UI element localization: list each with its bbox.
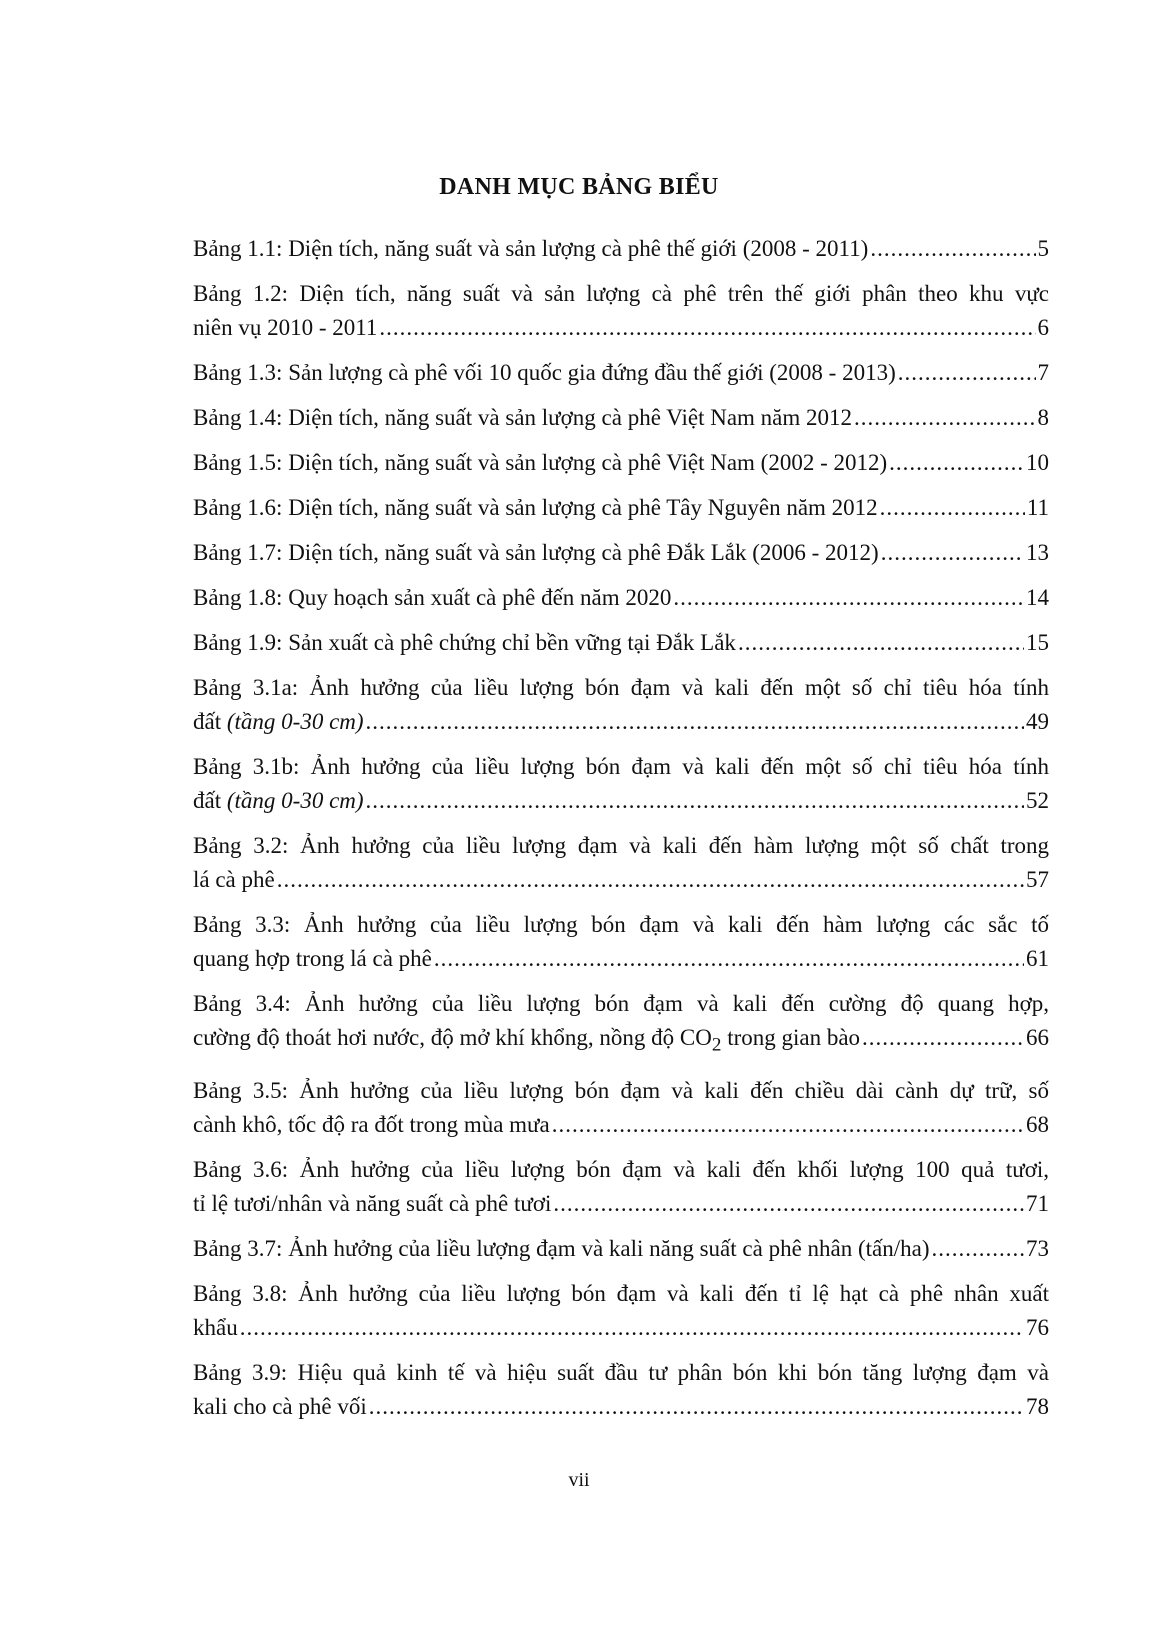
toc-entry-line — [193, 311, 1049, 345]
toc-entry[interactable] — [193, 446, 1049, 480]
toc-entry-caption-main: đất — [193, 709, 222, 734]
toc-page-number: 11 — [1026, 495, 1049, 520]
toc-entry-caption-main: Bảng 1.5: Diện tích, năng suất và sản lượng cà phê Việt Nam (2002 - 2012) — [193, 450, 888, 475]
toc-entry-caption — [193, 491, 878, 525]
toc-entry-text: Bảng 3.4: Ảnh hưởng của liều lượng bón đạm và kali đến cường độ quang hợp, — [193, 991, 1049, 1016]
toc-leader-dots — [854, 401, 1035, 435]
toc-entry-line — [193, 446, 1049, 480]
toc-leader-dots — [434, 942, 1024, 976]
toc-page-number: 73 — [1026, 1235, 1049, 1261]
toc-entry-caption-italic: (tầng 0-30 cm) — [226, 709, 364, 734]
toc-page-number: 5 — [1037, 236, 1049, 261]
toc-entry-caption — [193, 942, 432, 976]
toc-entry-line — [193, 581, 1049, 615]
toc-entry[interactable] — [193, 356, 1049, 390]
toc-page-number: 66 — [1026, 1025, 1049, 1050]
toc-page-number: 78 — [1026, 1393, 1049, 1419]
toc-entry-line — [193, 491, 1049, 525]
toc-entry-caption-main: Bảng 1.6: Diện tích, năng suất và sản lượng cà phê Tây Nguyên năm 2012 — [193, 495, 878, 520]
toc-page-number: 76 — [1026, 1314, 1049, 1340]
toc-entry[interactable] — [193, 1232, 1049, 1266]
toc-entry[interactable] — [193, 491, 1049, 525]
toc-entry-text: Bảng 3.9: Hiệu quả kinh tế và hiệu suất đầu tư phân bón khi bón tăng lượng đạm và — [193, 1359, 1049, 1385]
toc-leader-dots — [366, 784, 1024, 818]
toc-entry[interactable] — [193, 1074, 1049, 1142]
toc-entry-caption-main: Bảng 1.4: Diện tích, năng suất và sản lượng cà phê Việt Nam năm 2012 — [193, 405, 853, 430]
toc-entry-caption — [193, 401, 852, 435]
toc-entry-text: Bảng 3.1a: Ảnh hưởng của liều lượng bón đạm và kali đến một số chỉ tiêu hóa tính — [193, 675, 1049, 700]
toc-leader-dots — [738, 626, 1024, 660]
toc-entry[interactable] — [193, 987, 1049, 1063]
toc-entry-line — [193, 705, 1049, 739]
toc-entry-caption-main: tỉ lệ tươi/nhân và năng suất cà phê tươi — [193, 1190, 552, 1216]
toc-entry[interactable] — [193, 581, 1049, 615]
toc-entry[interactable] — [193, 908, 1049, 976]
toc-entry-caption — [193, 232, 868, 266]
toc-entry-caption-main: Bảng 1.7: Diện tích, năng suất và sản lượng cà phê Đắk Lắk (2006 - 2012) — [193, 540, 879, 565]
toc-page-number: 13 — [1026, 540, 1049, 565]
toc-entry-caption — [193, 311, 377, 345]
toc-page-number: 15 — [1026, 630, 1049, 655]
toc-leader-dots — [379, 311, 1035, 345]
toc-entry-caption-main: cường độ thoát hơi nước, độ mở khí khổng, nồng độ CO — [193, 1025, 712, 1050]
toc-entry-caption — [193, 1232, 930, 1266]
toc-entry-line — [193, 1021, 1049, 1063]
table-of-contents — [193, 232, 1049, 1435]
toc-entry-caption — [193, 863, 275, 897]
toc-leader-dots — [366, 705, 1024, 739]
toc-entry-caption-main: đất — [193, 788, 222, 813]
toc-leader-dots — [552, 1108, 1024, 1142]
toc-entry-line — [193, 232, 1049, 266]
toc-leader-dots — [369, 1390, 1024, 1424]
toc-entry[interactable] — [193, 1356, 1049, 1424]
toc-entry[interactable] — [193, 1153, 1049, 1221]
toc-page-number: 61 — [1026, 946, 1049, 971]
toc-entry-line — [193, 536, 1049, 570]
toc-page-number: 7 — [1037, 360, 1049, 385]
toc-entry-line — [193, 942, 1049, 976]
toc-entry-caption-main: Bảng 3.7: Ảnh hưởng của liều lượng đạm và kali năng suất cà phê nhân (tấn/ha) — [193, 1235, 930, 1261]
toc-entry[interactable] — [193, 536, 1049, 570]
toc-entry[interactable] — [193, 626, 1049, 660]
toc-entry-caption — [193, 784, 364, 818]
toc-entry-caption — [193, 536, 879, 570]
toc-entry-text: Bảng 3.1b: Ảnh hưởng của liều lượng bón đạm và kali đến một số chỉ tiêu hóa tính — [193, 754, 1049, 779]
toc-entry-caption — [193, 1187, 551, 1221]
toc-entry-caption — [193, 1311, 238, 1345]
toc-entry-caption-italic: (tầng 0-30 cm) — [226, 788, 364, 813]
toc-entry-caption-main: kali cho cà phê vối — [193, 1393, 367, 1419]
toc-entry-caption-main: cành khô, tốc độ ra đốt trong mùa mưa — [193, 1111, 550, 1137]
toc-leader-dots — [553, 1187, 1024, 1221]
toc-entry-caption — [193, 1108, 550, 1142]
toc-entry-caption-main: quang hợp trong lá cà phê — [193, 946, 432, 971]
toc-page-number: 10 — [1026, 450, 1049, 475]
toc-entry-caption-main: Bảng 1.3: Sản lượng cà phê vối 10 quốc gia đứng đầu thế giới (2008 - 2013) — [193, 360, 896, 385]
toc-leader-dots — [673, 581, 1024, 615]
toc-entry[interactable] — [193, 750, 1049, 818]
toc-entry-caption-main: Bảng 1.1: Diện tích, năng suất và sản lượng cà phê thế giới (2008 - 2011) — [193, 236, 869, 261]
toc-entry[interactable] — [193, 829, 1049, 897]
toc-page-number: 14 — [1026, 585, 1049, 610]
toc-entry[interactable] — [193, 401, 1049, 435]
toc-entry[interactable] — [193, 671, 1049, 739]
toc-entry[interactable] — [193, 232, 1049, 266]
toc-entry[interactable] — [193, 277, 1049, 345]
toc-entry-text: Bảng 1.2: Diện tích, năng suất và sản lượng cà phê trên thế giới phân theo khu vực — [193, 281, 1049, 306]
toc-entry-line — [193, 863, 1049, 897]
toc-entry-caption-main: Bảng 1.9: Sản xuất cà phê chứng chỉ bền vững tại Đắk Lắk — [193, 630, 736, 655]
toc-page-number: 49 — [1026, 709, 1049, 734]
toc-leader-dots — [240, 1311, 1024, 1345]
toc-leader-dots — [898, 356, 1036, 390]
toc-entry-text: Bảng 3.6: Ảnh hưởng của liều lượng bón đạm và kali đến khối lượng 100 quả tươi, — [193, 1156, 1049, 1182]
toc-entry-line — [193, 626, 1049, 660]
toc-entry-subscript: 2 — [711, 1034, 722, 1056]
toc-entry-line — [193, 1390, 1049, 1424]
toc-page-number: 68 — [1026, 1111, 1049, 1137]
toc-leader-dots — [870, 232, 1035, 266]
page-number: vii — [568, 1469, 590, 1491]
toc-entry-text: Bảng 3.2: Ảnh hưởng của liều lượng đạm và kali đến hàm lượng một số chất trong — [193, 833, 1049, 858]
toc-entry-caption-main: khẩu — [193, 1314, 238, 1340]
toc-entry-caption — [193, 446, 887, 480]
toc-entry-caption-main: lá cà phê — [193, 867, 275, 892]
toc-entry-line — [193, 1311, 1049, 1345]
toc-entry-caption — [193, 705, 364, 739]
toc-page-number: 8 — [1037, 405, 1049, 430]
toc-entry-text: Bảng 3.8: Ảnh hưởng của liều lượng bón đạm và kali đến tỉ lệ hạt cà phê nhân xuất — [193, 1280, 1049, 1306]
toc-entry-caption — [193, 1021, 860, 1063]
toc-page-number: 6 — [1037, 315, 1049, 340]
page-title: DANH MỤC BẢNG BIỂU — [439, 174, 719, 201]
toc-leader-dots — [889, 446, 1024, 480]
toc-entry-line — [193, 1232, 1049, 1266]
toc-entry-caption — [193, 626, 736, 660]
toc-entry-line — [193, 1108, 1049, 1142]
toc-entry-caption — [193, 581, 671, 615]
toc-leader-dots — [862, 1021, 1024, 1055]
toc-page-number: 71 — [1026, 1190, 1049, 1216]
toc-entry-caption-main: niên vụ 2010 - 2011 — [193, 315, 378, 340]
toc-entry-text: Bảng 3.3: Ảnh hưởng của liều lượng bón đạm và kali đến hàm lượng các sắc tố — [193, 912, 1049, 937]
toc-page-number: 52 — [1026, 788, 1049, 813]
toc-entry-line — [193, 1187, 1049, 1221]
toc-leader-dots — [932, 1232, 1024, 1266]
toc-leader-dots — [881, 536, 1024, 570]
toc-entry-line — [193, 401, 1049, 435]
toc-entry-line — [193, 356, 1049, 390]
toc-page-number: 57 — [1026, 867, 1049, 892]
toc-leader-dots — [277, 863, 1024, 897]
toc-entry[interactable] — [193, 1277, 1049, 1345]
toc-entry-caption-after: trong gian bào — [727, 1025, 861, 1050]
toc-leader-dots — [880, 491, 1025, 525]
toc-entry-line — [193, 784, 1049, 818]
toc-entry-caption — [193, 1390, 367, 1424]
toc-entry-caption-main: Bảng 1.8: Quy hoạch sản xuất cà phê đến năm 2020 — [193, 585, 672, 610]
toc-entry-text: Bảng 3.5: Ảnh hưởng của liều lượng bón đạm và kali đến chiều dài cành dự trữ, số — [193, 1077, 1049, 1103]
toc-entry-caption — [193, 356, 896, 390]
